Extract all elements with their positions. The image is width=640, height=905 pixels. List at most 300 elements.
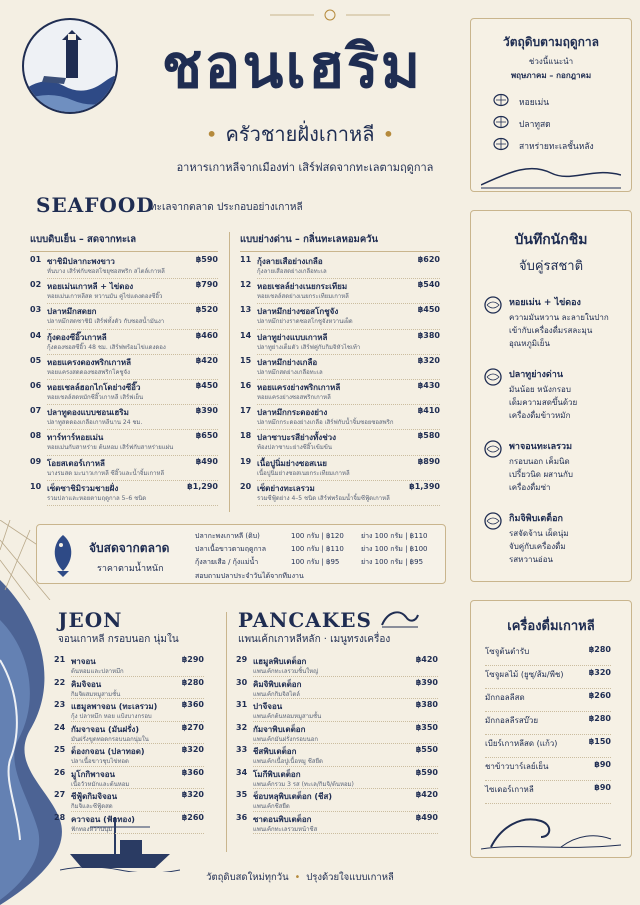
season-line1: ช่วงนี้แนะนำ [528,57,574,66]
knot-ornament [270,8,390,22]
item-number: 25 [54,745,66,754]
menu-item [54,655,204,678]
item-rule [71,833,204,834]
fish-icon [45,533,81,577]
item-description: หอยแครงสดดองซอสพริกโคชูจัง [47,368,130,376]
jeon-title: JEON [58,608,123,632]
menu-item [54,768,204,791]
item-name: ปลาหมึกกระดองย่าง [257,408,328,418]
item-description: แพนเค้กทะเลรวมชิ้นใหญ่ [253,668,319,675]
note-description: เด็มความสดขึ้นด้วย [509,398,578,407]
item-name: ซาดอนพิบเตต็อก [253,814,312,824]
menu-item [30,255,218,280]
item-number: 05 [30,355,42,365]
item-rule [253,743,438,744]
item-description: ปลาหมึกสดซาชิมิ เสิร์ฟทั้งตัว กับซอสน้ำมันงา [47,318,165,326]
item-number: 23 [54,700,66,709]
note-description: เข้ากับเครื่องดื่มรสละมุน [509,326,593,335]
market-price-box [36,524,446,584]
note-description: เปรี้ยวนิด ผสานกับ [509,470,573,479]
item-price: ฿390 [415,677,438,687]
item-number: 09 [30,456,42,466]
item-rule [257,329,440,330]
market-subtitle: ราคาตามน้ำหนัก [97,564,164,574]
item-description: แพนเค้กรวม 3 รส (ทะเล/กิมจิ/ต้นหอม) [253,780,354,788]
item-number: 28 [54,812,66,822]
item-name: หอยเชลล์ฮอกไกโดย่างซีอิ๊ว [47,382,141,392]
note-item [483,365,629,431]
item-rule [257,303,440,304]
item-price: ฿590 [195,255,218,264]
item-description: รวมปลาและหอยตามฤดูกาล 5–6 ชนิด [47,494,147,502]
sea-urchin-icon [483,295,503,315]
item-price: ฿790 [195,280,218,290]
drink-item [485,714,611,735]
note-description: อุณหภูมิเย็น [509,339,550,348]
menu-item [236,790,438,813]
item-rule [71,721,204,722]
notes-subtitle: จับคู่รสชาติ [518,259,584,274]
menu-item [240,381,440,406]
item-name: ปลาซาบะรสีย่างทั้งช่วง [257,433,337,443]
menu-item [236,678,438,701]
item-price: ฿420 [195,355,218,365]
item-rule [47,480,218,481]
item-description: แพนเค้กมันฝรั่งกรอบนอก [253,735,318,743]
market-grill-price: ย่าง 100 กรัม | ฿95 [361,558,424,566]
item-description: หอยแครงย่างซอสพริกเกาหลี [257,393,331,401]
item-price: ฿420 [415,790,438,799]
item-name: เนื้อปูนิ่มย่างซอสเนย [257,458,327,468]
note-description: กรอบนอก เค็มนิด [509,457,570,466]
item-name: ปลาหมึกย่างเกลือ [257,357,318,367]
note-title: หอยเม่น + ไข่ดอง [509,298,581,308]
item-description: นางรมสด มะนาวเกาหลี ซีอิ๊วและน้ำจิ้มเกาหลี [47,469,165,477]
wave-illustration-drinks [481,807,621,851]
drink-price: ฿90 [594,783,611,792]
item-number: 29 [236,655,248,664]
footer-left: วัตถุดิบสดใหม่ทุกวัน [206,872,289,883]
item-description: แพนเค้กทะเลรวมหน้าชีส [253,825,318,833]
menu-item [240,305,440,330]
item-description: แพนเค้กชีสยืด [253,803,290,810]
drink-item [485,691,611,712]
wave-illustration-small [481,161,621,189]
item-description: แพนเค้กกิมจิสไตล์ [253,690,300,698]
note-title: กิมจิพิบเตต็อก [509,514,563,524]
wave-icon [380,605,420,629]
item-number: 26 [54,767,66,777]
item-rule [47,404,218,405]
item-rule [257,505,440,506]
item-description: กุ้งลายเสือสดย่างเกลือทะเล [257,268,327,275]
seafood-subtitle: ทะเลจากตลาด ประกอบอย่างเกาหลี [150,202,303,213]
item-number: 34 [236,767,248,777]
item-price: ฿450 [417,305,440,315]
item-rule [47,303,218,304]
item-description: หอยเชลล์สดหมักซีอิ๊วเกาหลี เสิร์ฟเย็น [47,393,144,401]
pancake-icon [483,439,503,459]
item-number: 06 [30,380,42,390]
notes-title: บันทึกนักชิม [514,232,588,248]
market-raw-price: 100 กรัม | ฿95 [291,558,340,566]
item-number: 30 [236,677,248,687]
item-number: 15 [240,355,252,365]
item-rule [47,505,218,506]
item-price: ฿360 [181,767,204,777]
season-item-label: หอยเม่น [519,98,550,108]
item-price: ฿460 [195,330,218,340]
menu-item [54,700,204,723]
item-price: ฿280 [181,677,204,687]
market-title: จับสดจากตลาด [89,541,170,555]
item-number: 33 [236,745,248,754]
item-number: 24 [54,722,66,732]
item-description: กิมจิผสมหมูสามชั้น [71,690,121,698]
grilled-seafood-list [240,255,440,507]
drink-item [485,668,611,689]
item-description: หอยเม่นเกาหลีสด หวานมัน คู่ไข่แดงดองซีอิ๊ว [47,293,163,301]
item-price: ฿550 [415,745,438,754]
note-item [483,293,629,359]
item-name: กัมจาพิบเตต็อก [253,724,306,734]
item-description: เนื้อวัวหมักและต้นหอม [71,780,130,788]
drinks-title: เครื่องดื่มเกาหลี [507,619,595,634]
market-item-name: กุ้งลายเสือ / กุ้งแม่น้ำ [195,558,259,566]
menu-item [240,482,440,507]
item-price: ฿270 [181,722,204,732]
item-price: ฿420 [415,655,438,664]
item-number: 17 [240,406,252,416]
market-grill-price: ย่าง 100 กรัม | ฿110 [361,532,428,540]
menu-item [30,406,218,431]
drink-item [485,645,611,666]
item-price: ฿410 [417,406,440,416]
drink-name: โซจูต้นตำรับ [485,647,530,656]
item-rule [47,354,218,355]
item-price: ฿290 [181,655,204,664]
raw-seafood-list [30,255,218,507]
item-rule [47,329,218,330]
item-price: ฿520 [195,305,218,315]
drink-name: ชาข้าวบาร์เลย์เย็น [485,762,549,771]
item-number: 01 [30,255,42,264]
fish-icon [483,367,503,387]
jeon-list [54,655,204,835]
season-title: วัตถุดิบตามฤดูกาล [502,35,600,49]
season-item [493,115,623,133]
item-description: หอยเม่นกับสาหร่าย ต้นหอม เสิร์ฟกับสาหร่ายแผ่น [47,444,174,452]
item-rule [257,278,440,279]
drink-price: ฿260 [588,691,611,700]
item-number: 14 [240,330,252,340]
item-rule [71,788,204,789]
menu-item [30,280,218,305]
item-number: 16 [240,380,252,390]
item-name: คิมจิพิบเตต็อก [253,679,302,689]
item-name: โมกีพิบเตต็อก [253,769,301,779]
season-line2: พฤษภาคม – กอกฎาคม [510,71,592,80]
drink-item [485,783,611,804]
menu-item [236,655,438,678]
item-price: ฿320 [417,355,440,365]
item-number: 04 [30,330,42,340]
item-name: ซาชิมิปลากะพงขาว [47,257,115,266]
item-number: 19 [240,456,252,466]
drink-price: ฿90 [594,760,611,769]
item-rule [71,766,204,767]
item-number: 12 [240,280,252,290]
item-name: ควาจอน (ฟักทอง) [71,814,135,824]
footer-right: ปรุงด้วยใจแบบเกาหลี [306,872,394,883]
menu-item [54,723,204,746]
item-number: 32 [236,722,248,732]
footer: วัตถุดิบสดใหม่ทุกวัน • ปรุงด้วยใจแบบเกาหลี [206,872,394,883]
item-rule [253,698,438,699]
item-name: แฮมูลพาจอน (ทะเลรวม) [71,702,158,711]
drink-name: โซจูผลไม้ (ยูซุ/ส้ม/พีช) [485,670,564,679]
column-divider [229,232,230,512]
menu-item [30,305,218,330]
item-name: ด็องกจอน (ปลาทอด) [71,747,145,756]
item-description: เนื้อปูนิ่มย่างซอสเนยกระเทียมเกาหลี [257,469,350,477]
market-note: สอบถามปลาประจำวันได้จากทีมงาน [195,572,304,580]
item-name: เซ็ตซาชิมิรวมชายฝั่ง [47,483,119,493]
menu-item [236,700,438,723]
item-description: กุ้งดองซอสซีอิ๊ว 48 ชม. เสิร์ฟพร้อมไข่แดงดอง [47,343,166,351]
sea-urchin-icon [493,93,509,107]
item-price: ฿320 [181,790,204,799]
drink-name: มักกอลลีรสบ๊วย [485,716,539,725]
item-description: ปลาหมึกสดย่างเกลือทะเล [257,368,323,376]
seaweed-icon [493,137,509,151]
note-description: จับคู่กับเครื่องดื่ม [509,542,566,551]
item-price: ฿380 [415,700,438,709]
restaurant-subtitle: • ครัวชายฝั่งเกาหลี • [205,122,395,146]
menu-item [236,813,438,836]
menu-item [240,356,440,381]
item-rule [47,379,218,380]
kimchi-icon [483,511,503,531]
item-number: 36 [236,812,248,822]
item-name: ทาร์ทาร์หอยเม่น [47,433,104,443]
item-price: ฿650 [195,431,218,441]
item-name: ปลาหมึกสดยก [47,307,97,317]
season-item [493,137,623,155]
item-number: 07 [30,406,42,416]
item-price: ฿490 [195,456,218,466]
item-price: ฿620 [417,255,440,264]
item-price: ฿590 [415,767,438,777]
pancakes-title: PANCAKES [238,608,372,632]
item-rule [47,278,218,279]
item-name: มูโกกิพาจอน [71,769,115,779]
item-number: 21 [54,655,66,664]
menu-item [240,457,440,482]
note-description: รสจัดจ้าน เผ็ดนุ่ม [509,529,569,538]
pancake-list [236,655,438,835]
item-name: คิมจิจอน [71,679,102,689]
menu-item [30,482,218,507]
menu-item [30,431,218,456]
drink-price: ฿320 [588,668,611,677]
item-name: ปาจีจอน [253,702,283,711]
item-price: ฿1,390 [409,481,440,491]
menu-item [54,678,204,701]
item-description: รวมซีฟู้ดย่าง 4–5 ชนิด เสิร์ฟพร้อมน้ำจิ้มซีฟู้ดเกาหลี [257,494,390,502]
item-number: 18 [240,431,252,441]
item-name: เซ็ตย่างทะเลรวม [257,483,315,493]
item-description: มันฝรั่งขูดทอดกรอบนอกนุ่มใน [71,735,149,743]
item-rule [257,379,440,380]
item-description: กุ้ง ปลาหมึก หอย แป้งบางกรอบ [71,713,152,720]
item-description: ปลาทูย่างเต็มตัว เสิร์ฟคู่กับกิมจิหัวไชเท้า [257,343,361,351]
item-number: 08 [30,431,42,441]
note-description: มันน้อย หนังกรอบ [509,385,571,394]
market-item-name: ปลากะพงเกาหลี (ดิบ) [195,532,260,540]
item-name: หอยเชลล์ย่างเนยกระเทียม [257,282,348,292]
season-box [470,18,632,192]
item-price: ฿360 [181,700,204,709]
item-price: ฿380 [417,330,440,340]
item-rule [257,480,440,481]
item-price: ฿540 [417,280,440,290]
note-description: เครื่องดื่มข้าวหมัก [509,411,571,420]
item-name: ช็อบหลุพิบเตต็อก (ชีส) [253,792,333,801]
drink-price: ฿150 [588,737,611,746]
item-price: ฿430 [417,380,440,390]
item-price: ฿890 [417,456,440,466]
item-rule [253,721,438,722]
item-name: โอยสเตอร์เกาหลี [47,458,105,468]
item-rule [253,766,438,767]
item-price: ฿1,290 [187,481,218,491]
item-price: ฿320 [181,745,204,754]
item-number: 20 [240,481,252,491]
item-description: แพนเค้กต้นหอมหมูสามชั้น [253,713,322,720]
item-rule [253,788,438,789]
item-name: หอยแครงย่างพริกเกาหลี [257,382,341,392]
item-name: กัมจาจอน (มันฝรั่ง) [71,724,139,734]
menu-item [30,457,218,482]
drinks-box [470,600,632,858]
market-item-name: ปลาเนื้อขาวตามฤดูกาล [195,545,267,553]
drink-name: มักกอลลีสด [485,693,525,702]
item-name: ปลาทูดองแบบชอนเฮริม [47,408,129,418]
item-name: พาจอน [71,657,96,666]
item-rule [253,811,438,812]
item-rule [253,833,438,834]
note-description: ความมันหวาน ละลายในปาก [509,313,609,322]
item-number: 27 [54,790,66,799]
season-item-label: สาหร่ายทะเลชั้นหลัง [519,142,594,152]
item-rule [257,404,440,405]
item-rule [257,455,440,456]
drink-item [485,760,611,781]
item-name: ปลาทูย่างแบบเกาหลี [257,332,328,342]
menu-item [54,745,204,768]
menu-item [54,790,204,813]
raw-column-heading: แบบดิบเย็น – สดจากทะเล [30,232,218,252]
item-description: ฟักทองหวานนุ่ม [71,825,113,833]
item-description: ปลาเนื้อขาวชุบไข่ทอด [71,758,129,765]
item-name: ชีสพิบเตต็อก [253,747,297,756]
drink-price: ฿280 [588,714,611,723]
menu-item [240,331,440,356]
item-price: ฿580 [417,431,440,441]
drink-item [485,737,611,758]
item-rule [257,354,440,355]
item-description: แพนเค้กเนื้อปูเนื้อหมู ชีสยืด [253,758,323,765]
tasting-notes-box [470,210,632,582]
menu-item [30,331,218,356]
item-description: กิมจิและซีฟู้ดสด [71,803,113,810]
item-price: ฿490 [415,812,438,822]
menu-item [236,723,438,746]
menu-item [54,813,204,836]
jeon-subtitle: จอนเกาหลี กรอบนอก นุ่มใน [58,634,179,645]
drink-price: ฿280 [588,645,611,654]
item-description: ท้องปลาซาบะย่างซีอิ๊วเข้มข้น [257,444,332,452]
seafood-title: SEAFOOD [36,193,155,217]
item-name: หอยเม่นเกาหลี + ไข่ดอง [47,282,134,292]
menu-item [30,356,218,381]
note-title: ปลาทูย่างด่าน [509,370,563,380]
item-rule [47,455,218,456]
season-item [493,93,623,111]
market-raw-price: 100 กรัม | ฿120 [291,532,344,540]
item-number: 35 [236,790,248,799]
item-rule [71,743,204,744]
item-rule [71,676,204,677]
item-description: หอยเชลล์สดย่างเนยกระเทียมเกาหลี [257,293,349,301]
note-description: รสหวานอ่อน [509,555,553,564]
item-price: ฿350 [415,722,438,732]
item-price: ฿260 [181,812,204,822]
menu-item [240,255,440,280]
item-name: ซีฟู้ดกิมจิจอน [71,792,118,801]
item-description: หั่นบาง เสิร์ฟกับซอสโชยุซอสพริก สไตล์เกาหลี [47,268,165,275]
item-number: 02 [30,280,42,290]
jeon-divider [226,612,227,852]
pancakes-subtitle: แพนเค้กเกาหลีหลัก · เมนูทรงเครื่อง [238,634,391,645]
drink-name: เบียร์เกาหลีสด (แก้ว) [485,739,558,748]
menu-item [30,381,218,406]
item-description: ต้นหอมและปลาหมึก [71,668,124,675]
item-name: หอยแครงดองพริกเกาหลี [47,357,132,367]
item-name: แฮมูลพิบเตต็อก [253,657,307,666]
item-number: 22 [54,677,66,687]
item-description: ปลาหมึกกระดองย่างเกลือ เสิร์ฟกับน้ำจิ้มซอยซอสพริก [257,419,394,427]
item-description: ปลาทูสดดองเกลือเกาหลีนาน 24 ชม. [47,419,143,427]
grilled-column-heading: แบบย่างด่าน – กลิ่นทะเลหอมควัน [240,232,440,252]
item-name: ปลาหมึกย่างซอสโกชูจัง [257,307,339,317]
market-grill-price: ย่าง 100 กรัม | ฿100 [361,545,428,553]
item-number: 03 [30,305,42,315]
restaurant-tagline: อาหารเกาหลีจากเมืองท่า เสิร์ฟสดจากทะเลตามฤดูกาล [176,161,434,174]
item-rule [47,429,218,430]
item-name: กุ้งดองซีอิ๊วเกาหลี [47,332,107,342]
note-title: พาจอนทะเลรวม [509,442,572,452]
item-price: ฿390 [195,406,218,416]
item-rule [253,676,438,677]
menu-item [240,431,440,456]
item-name: กุ้งลายเสือย่างเกลือ [257,257,323,266]
drink-name: ไซเดอร์เกาหลี [485,785,534,794]
item-number: 31 [236,700,248,709]
menu-item [236,745,438,768]
menu-item [240,280,440,305]
